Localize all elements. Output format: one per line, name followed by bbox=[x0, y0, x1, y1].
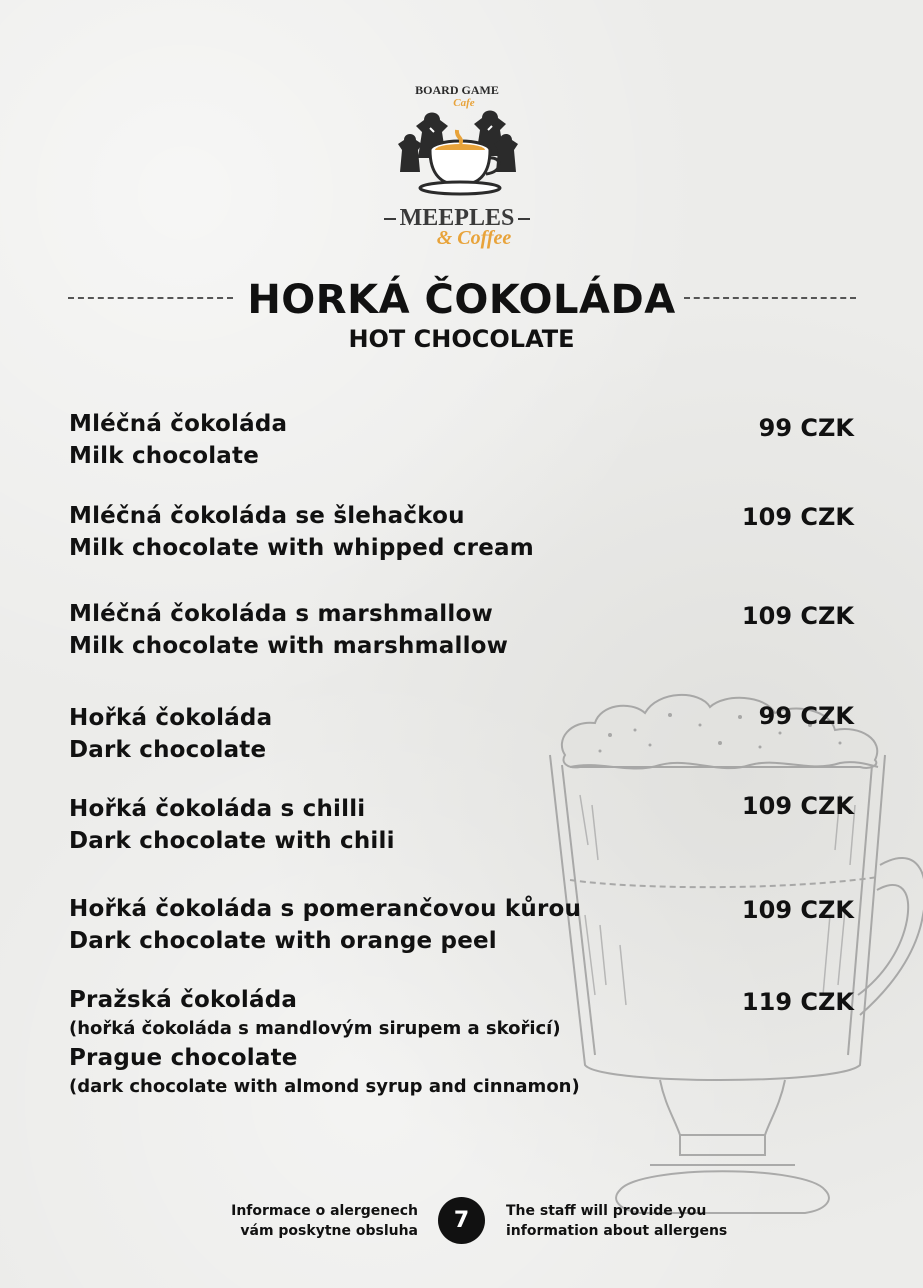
item-price: 109 CZK bbox=[741, 896, 854, 924]
item-price: 119 CZK bbox=[741, 988, 854, 1016]
item-note-en: (dark chocolate with almond syrup and cinnamon) bbox=[69, 1076, 580, 1097]
allergen-info-cz-line1: Informace o alergenech bbox=[231, 1203, 418, 1219]
item-name-cz: Mléčná čokoláda se šlehačkou bbox=[69, 503, 465, 529]
meeples-coffee-cup-icon bbox=[398, 111, 518, 195]
item-note-cz: (hořká čokoláda s mandlovým sirupem a skořicí) bbox=[69, 1018, 561, 1039]
item-name-cz: Mléčná čokoláda bbox=[69, 411, 288, 437]
item-price: 109 CZK bbox=[741, 602, 854, 630]
page-subtitle: HOT CHOCOLATE bbox=[348, 325, 575, 353]
item-name-en: Milk chocolate with whipped cream bbox=[69, 535, 534, 561]
item-name-en: Milk chocolate bbox=[69, 443, 260, 469]
item-price: 99 CZK bbox=[758, 414, 854, 442]
item-name-cz: Mléčná čokoláda s marshmallow bbox=[69, 601, 493, 627]
logo-secondary-text: & Coffee bbox=[436, 227, 512, 249]
menu-item bbox=[69, 793, 395, 857]
item-price: 109 CZK bbox=[741, 792, 854, 820]
allergen-info-en bbox=[506, 1201, 727, 1241]
page-number-badge: 7 bbox=[438, 1197, 485, 1244]
item-name-en: Prague chocolate bbox=[69, 1045, 298, 1071]
cafe-logo bbox=[382, 80, 532, 255]
item-name-en: Dark chocolate with chili bbox=[69, 828, 395, 854]
menu-item bbox=[69, 893, 581, 957]
item-name-en: Dark chocolate bbox=[69, 737, 267, 763]
menu-item bbox=[69, 984, 580, 1100]
menu-item bbox=[69, 500, 534, 564]
hot-chocolate-glass-icon bbox=[540, 685, 923, 1225]
item-name-cz: Hořká čokoláda s chilli bbox=[69, 796, 366, 822]
menu-item bbox=[69, 598, 508, 662]
logo-sub-text: Cafe bbox=[453, 97, 475, 109]
item-name-cz: Pražská čokoláda bbox=[69, 987, 298, 1013]
item-name-en: Dark chocolate with orange peel bbox=[69, 928, 497, 954]
menu-item bbox=[69, 702, 272, 766]
item-price: 99 CZK bbox=[758, 702, 854, 730]
allergen-info-cz bbox=[231, 1201, 418, 1241]
logo-top-text: BOARD GAME bbox=[415, 83, 499, 97]
allergen-info-en-line2: information about allergens bbox=[506, 1223, 728, 1239]
item-name-cz: Hořká čokoláda s pomerančovou kůrou bbox=[69, 896, 582, 922]
item-name-cz: Hořká čokoláda bbox=[69, 705, 273, 731]
logo-main-text: MEEPLES bbox=[399, 205, 515, 231]
section-heading bbox=[0, 278, 923, 354]
allergen-info-en-line1: The staff will provide you bbox=[506, 1203, 707, 1219]
page-title: HORKÁ ČOKOLÁDA bbox=[247, 277, 676, 323]
item-name-en: Milk chocolate with marshmallow bbox=[69, 633, 509, 659]
item-price: 109 CZK bbox=[741, 503, 854, 531]
menu-item bbox=[69, 408, 287, 472]
allergen-info-cz-line2: vám poskytne obsluha bbox=[240, 1223, 418, 1239]
